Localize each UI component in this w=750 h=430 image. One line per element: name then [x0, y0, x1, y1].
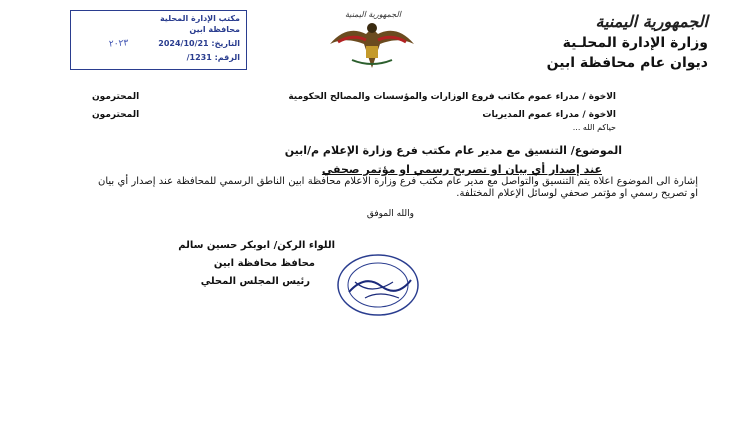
greeting: حياكم الله ... [572, 123, 616, 132]
subject-line-1: الموضوع/ التنسيق مع مدير عام مكتب فرع وزارة الإعلام م/ابين [284, 144, 622, 157]
signatory-title: محافظ محافظة ابين [213, 258, 315, 269]
closing: والله الموفق [366, 209, 414, 219]
subject-line-2: عند إصدار أي بيان او تصريح رسمي او مؤتمر صحفي [321, 163, 602, 176]
ref-line-3: التاريخ: 2024/10/21 [158, 39, 240, 48]
recipient-end-2: المحترمون [92, 110, 140, 120]
office-name: ديوان عام محافظة ابين [546, 55, 708, 71]
ref-line-2: محافظة ابين [189, 25, 240, 34]
signatory-council: رئيس المجلس المحلي [200, 276, 310, 287]
recipient-end-1: المحترمون [92, 92, 140, 102]
emblem-caption: الجمهورية اليمنية [344, 10, 401, 19]
eagle-emblem-icon [322, 8, 422, 70]
official-seal-icon [335, 252, 421, 318]
signatory-name: اللواء الركن/ ابوبكر حسين سالم [178, 240, 335, 251]
republic-name: الجمهورية اليمنية [595, 12, 708, 31]
ministry-name: وزارة الإدارة المحلـية [562, 35, 708, 51]
recipient-line-2: الاخوة / مدراء عموم المديريات [482, 110, 616, 120]
letterhead [547, 12, 708, 71]
reference-stamp [70, 10, 247, 70]
ref-line-4: الرقم: 1231/ [186, 53, 240, 62]
ref-side-note: ٢٠٢٣ [108, 38, 129, 50]
ref-line-1: مكتب الإدارة المحلية [159, 14, 240, 23]
letter-body: إشارة الى الموضوع اعلاه يتم التنسيق والتواصل مع مدير عام مكتب فرع وزارة الاعلام محافظة ابين الناطق الرسمي للمحافظة عند إصدار أي بيان او تصريح رسمي او مؤتمر صحفي لوسائل الإعلام المختلفة. [98, 176, 698, 199]
recipient-line-1: الاخوة / مدراء عموم مكاتب فروع الوزارات والمؤسسات والمصالح الحكومية [288, 92, 616, 102]
